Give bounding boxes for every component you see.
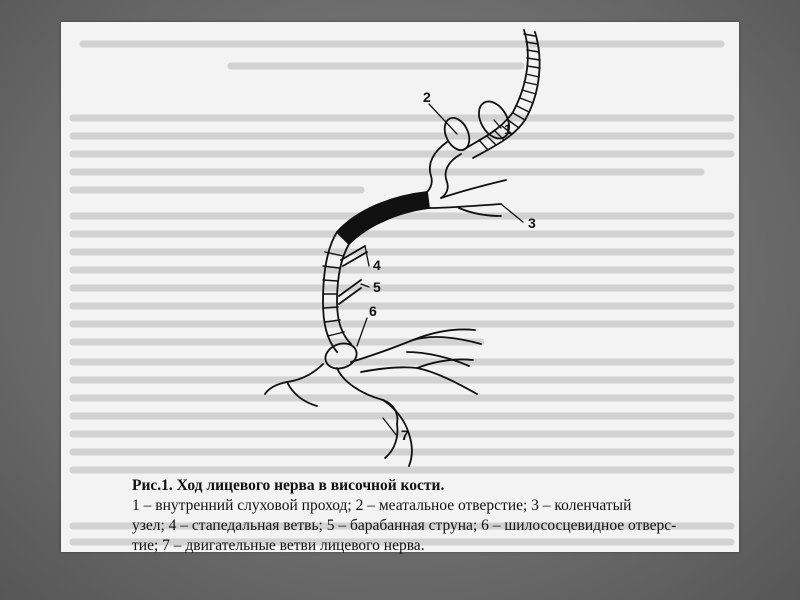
label-2: 2 bbox=[423, 89, 431, 105]
slide-frame bbox=[61, 22, 739, 552]
label-6: 6 bbox=[369, 303, 377, 319]
caption-line-3: тие; 7 – двигательные ветви лицевого нерва. bbox=[132, 537, 425, 554]
label-4: 4 bbox=[373, 257, 381, 273]
caption-line-1: 1 – внутренний слуховой проход; 2 – меатальное отверстие; 3 – коленчатый bbox=[132, 497, 632, 514]
label-5: 5 bbox=[373, 279, 381, 295]
bleed-through-text bbox=[73, 44, 731, 542]
label-7: 7 bbox=[401, 427, 409, 443]
caption-line-2: узел; 4 – стапедальная ветвь; 5 – барабанная струна; 6 – шилососцевидное отверс- bbox=[132, 517, 677, 534]
label-1: 1 bbox=[504, 121, 512, 137]
scanned-page bbox=[61, 22, 739, 552]
label-3: 3 bbox=[528, 215, 536, 231]
figure-caption bbox=[132, 476, 732, 556]
caption-title: Рис.1. Ход лицевого нерва в височной кости. bbox=[132, 477, 445, 494]
